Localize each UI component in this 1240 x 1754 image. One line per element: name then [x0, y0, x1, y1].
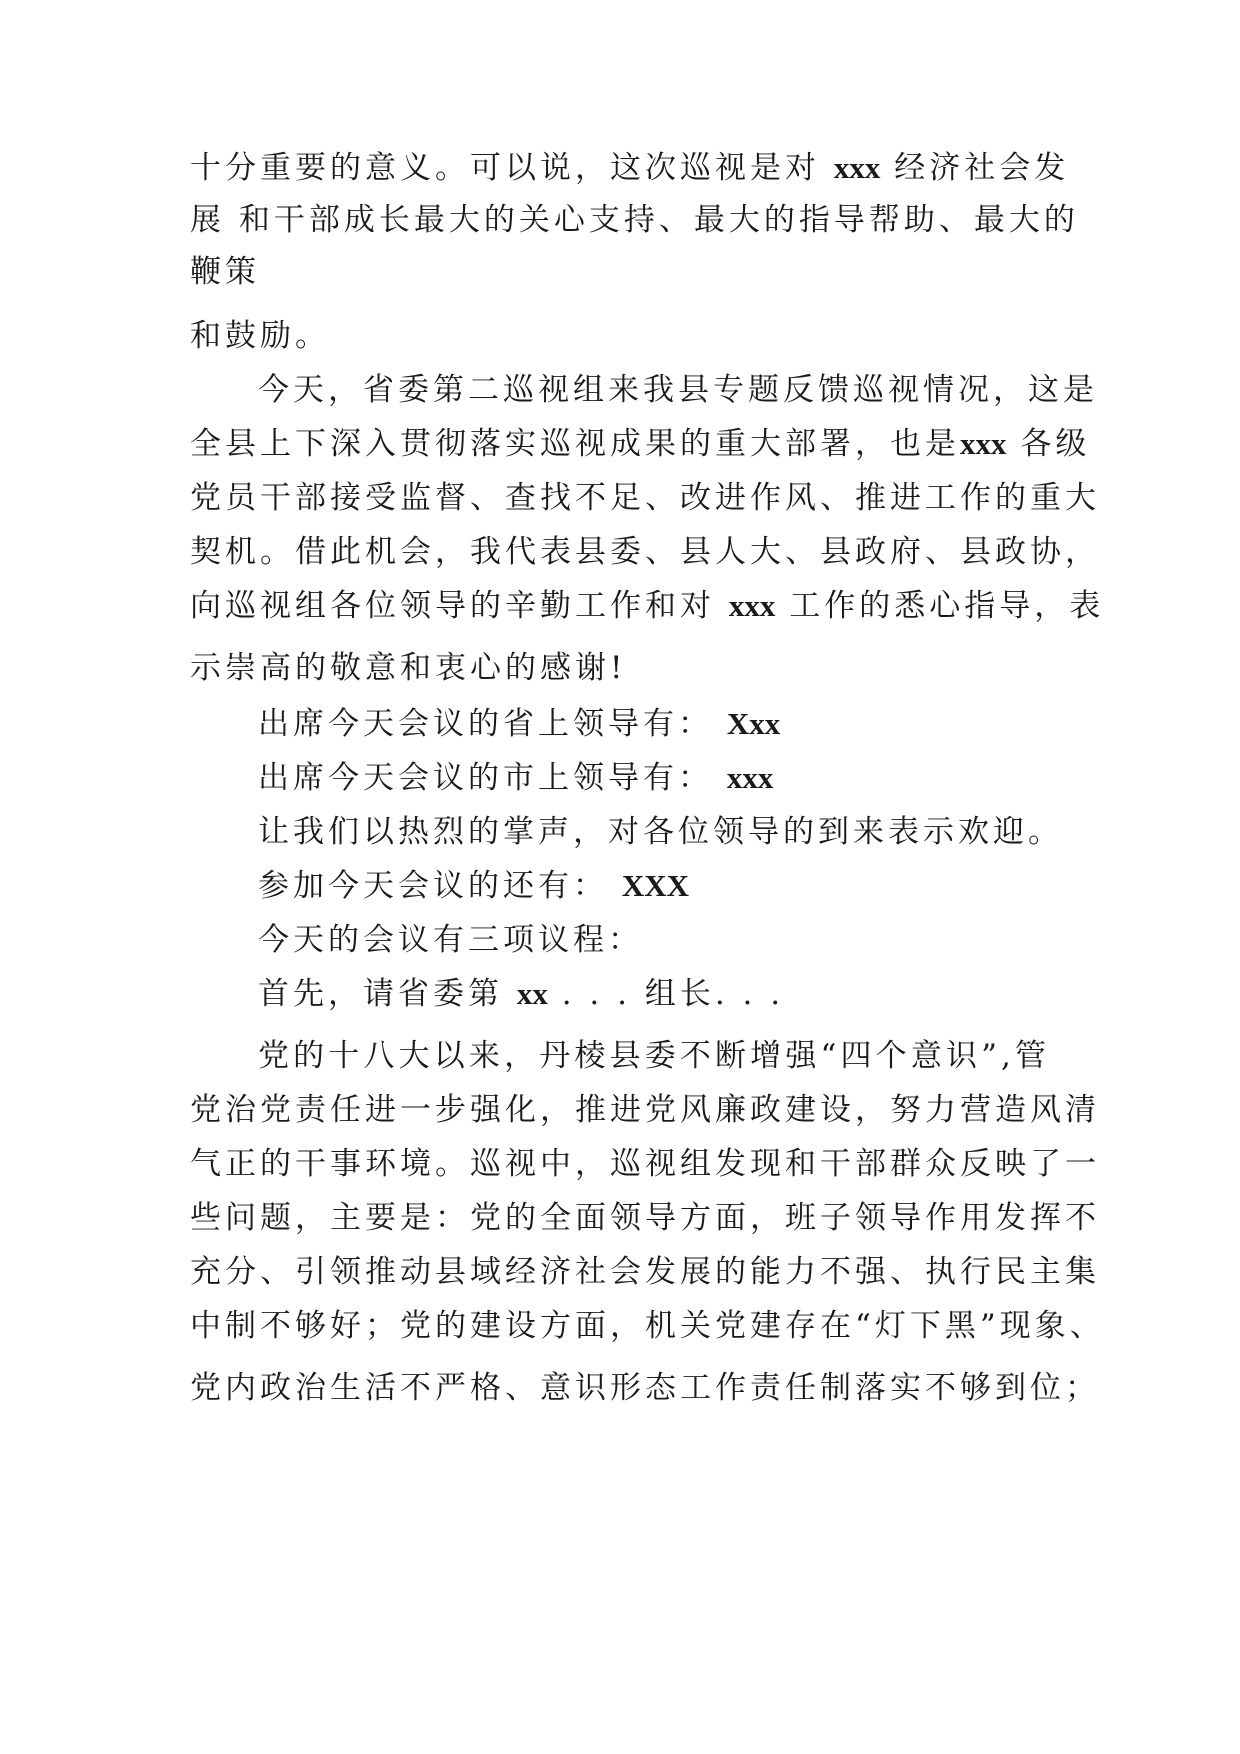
text-line: [258, 866, 1050, 906]
text-line: [190, 1144, 1100, 1184]
text-segment: 气正的干事环境。巡视中，巡视组发现和干部群众反映了一: [190, 1146, 1100, 1182]
text-line: [190, 252, 1050, 292]
text-segment: 党的十八大以来，丹棱县委不断增强“四个意识”,管: [258, 1038, 1050, 1074]
text-segment: 十分重要的意义。可以说，这次巡视是对: [190, 150, 834, 186]
bold-placeholder: xxx: [833, 150, 881, 185]
text-segment: 今天，省委第二巡视组来我县专题反馈巡视情况，这是: [258, 372, 1098, 408]
text-segment: 首先，请省委第: [258, 976, 517, 1012]
text-segment: 充分、引领推动县域经济社会发展的能力不强、执行民主集: [190, 1254, 1100, 1290]
text-line: [258, 812, 1063, 852]
text-segment: 中制不够好；党的建设方面，机关党建存在“灯下黑”现象、: [190, 1308, 1105, 1344]
text-segment: 经济社会发: [880, 150, 1070, 186]
text-segment: 工作的悉心指导，表: [775, 588, 1105, 624]
text-line: [258, 370, 1098, 410]
bold-placeholder: Xxx: [726, 706, 781, 741]
text-line: [190, 148, 1070, 188]
text-line: [190, 586, 1105, 626]
bold-placeholder: xxx: [960, 426, 1007, 461]
text-line: [258, 974, 1050, 1014]
text-line: [190, 1368, 1100, 1408]
text-segment: 出席今天会议的省上领导有：: [258, 706, 727, 742]
bold-placeholder: XXX: [621, 868, 690, 903]
text-line: [190, 478, 1100, 518]
text-segment: 党治党责任进一步强化，推进党风廉政建设，努力营造风清: [190, 1092, 1100, 1128]
text-line: [190, 1306, 1105, 1346]
bold-placeholder: xxx: [728, 588, 776, 623]
text-segment: 和鼓励。: [190, 318, 330, 354]
text-segment: 让我们以热烈的掌声，对各位领导的到来表示欢迎。: [258, 814, 1063, 850]
text-segment: 向巡视组各位领导的辛勤工作和对: [190, 588, 729, 624]
text-line: [190, 1198, 1100, 1238]
text-segment: 展 和干部成长最大的关心支持、最大的指导帮助、最大的: [190, 202, 1079, 238]
text-segment: 党员干部接受监督、查找不足、改进作风、推进工作的重大: [190, 480, 1100, 516]
text-segment: 参加今天会议的还有：: [258, 868, 622, 904]
text-line: [190, 316, 1050, 356]
text-segment: 全县上下深入贯彻落实巡视成果的重大部署，也是: [190, 426, 960, 462]
text-segment: 契机。借此机会，我代表县委、县人大、县政府、县政协，: [190, 534, 1100, 570]
text-segment: 些问题，主要是：党的全面领导方面，班子领导作用发挥不: [190, 1200, 1100, 1236]
text-line: [190, 532, 1100, 572]
text-line: [190, 424, 1091, 464]
text-segment: 鞭策: [190, 254, 260, 290]
text-line: [190, 200, 1079, 240]
text-line: [258, 758, 1050, 798]
text-segment: 党内政治生活不严格、意识形态工作责任制落实不够到位；: [190, 1370, 1100, 1406]
text-segment: 出席今天会议的市上领导有：: [258, 760, 727, 796]
text-line: [190, 648, 1050, 688]
text-line: [258, 1036, 1050, 1076]
text-line: [258, 920, 1050, 960]
text-line: [190, 1090, 1100, 1130]
text-segment: 各级: [1006, 426, 1091, 462]
text-line: [258, 704, 1050, 744]
text-segment: 示崇高的敬意和衷心的感谢!: [190, 650, 627, 686]
text-line: [190, 1252, 1100, 1292]
text-segment: 今天的会议有三项议程：: [258, 922, 643, 958]
text-segment: . . . 组长. . .: [547, 976, 785, 1012]
bold-placeholder: xxx: [726, 760, 774, 795]
bold-placeholder: xx: [516, 976, 548, 1011]
